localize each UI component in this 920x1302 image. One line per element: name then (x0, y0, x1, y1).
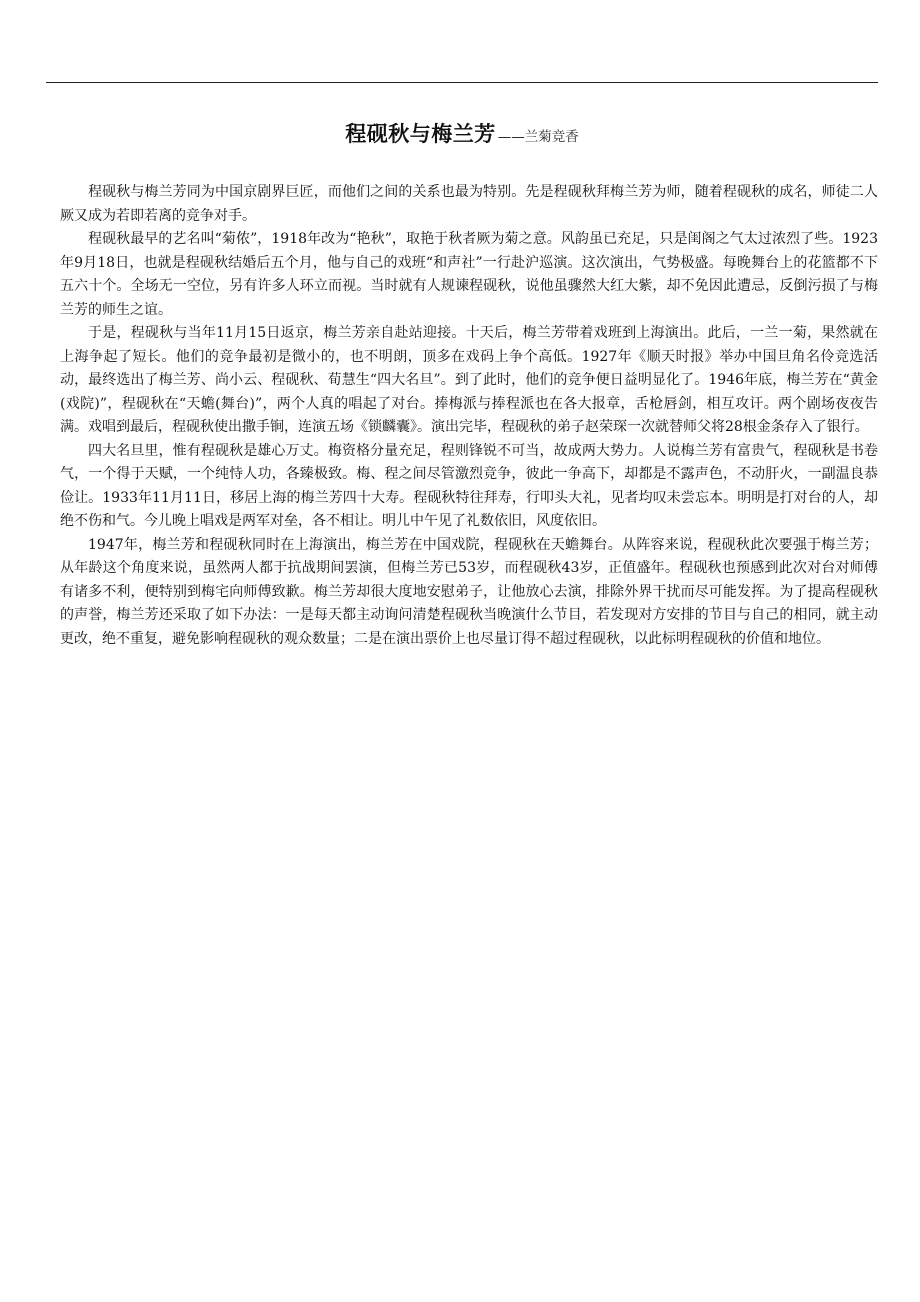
paragraph-3: 于是，程砚秋与当年11月15日返京，梅兰芳亲自赴站迎接。十天后，梅兰芳带着戏班到上海演出。此后，一兰一菊，果然就在上海争起了短长。他们的竞争最初是微小的，也不明朗，顶多在戏码上争个高低。1927年《顺天时报》举办中国旦角名伶竞选活动，最终选出了梅兰芳、尚小云、程砚秋、荀慧生“四大名旦”。到了此时，他们的竞争便日益明显化了。1946年底，梅兰芳在“黄金(戏院)”，程砚秋在“天蟾(舞台)”，两个人真的唱起了对台。捧梅派与捧程派也在各大报章，舌枪唇剑，相互攻讦。两个剧场夜夜告满。戏唱到最后，程砚秋使出撒手锏，连演五场《锁麟囊》。演出完毕，程砚秋的弟子赵荣琛一次就替师父将28根金条存入了银行。 (60, 325, 878, 435)
title-row (46, 116, 878, 155)
paragraph-4: 四大名旦里，惟有程砚秋是雄心万丈。梅资格分量充足，程则锋锐不可当，故成两大势力。人说梅兰芳有富贵气，程砚秋是书卷气，一个得于天赋，一个纯恃人功，各臻极致。梅、程之间尽管激烈竞争，彼此一争高下，却都是不露声色，不动肝火，一副温良恭俭让。1933年11月11日，移居上海的梅兰芳四十大寿。程砚秋特往拜寿，行叩头大礼，见者均叹未尝忘本。明明是打对台的人，却绝不伤和气。今儿晚上唱戏是两军对垒，各不相让。明儿中午见了礼数依旧，风度依旧。 (60, 442, 878, 529)
page-subtitle: ——兰菊竞香 (497, 129, 579, 145)
paragraph-2: 程砚秋最早的艺名叫“菊侬”，1918年改为“艳秋”，取艳于秋者厥为菊之意。风韵虽已充足，只是闺阁之气太过浓烈了些。1923年9月18日，也就是程砚秋结婚后五个月，他与自己的戏班“和声社”一行赴沪巡演。这次演出，气势极盛。每晚舞台上的花篮都不下五六十个。全场无一空位，另有许多人环立而视。当时就有人规谏程砚秋，说他虽骤然大红大紫，却不免因此遭忌，反倒污损了与梅兰芳的师生之谊。 (60, 231, 878, 318)
page-title: 程砚秋与梅兰芳 (345, 122, 496, 146)
paragraph-5: 1947年，梅兰芳和程砚秋同时在上海演出，梅兰芳在中国戏院，程砚秋在天蟾舞台。从阵容来说，程砚秋此次要强于梅兰芳；从年龄这个角度来说，虽然两人都于抗战期间罢演，但梅兰芳已53岁，而程砚秋43岁，正值盛年。程砚秋也预感到此次对台对师傅有诸多不利，便特别到梅宅向师傅致歉。梅兰芳却很大度地安慰弟子，让他放心去演，排除外界干扰而尽可能发挥。为了提高程砚秋的声誉，梅兰芳还采取了如下办法：一是每天都主动询问清楚程砚秋当晚演什么节目，若发现对方安排的节目与自己的相同，就主动更改，绝不重复，避免影响程砚秋的观众数量；二是在演出票价上也尽量订得不超过程砚秋，以此标明程砚秋的价值和地位。 (60, 536, 878, 647)
article-body (60, 181, 878, 651)
header-rule (46, 82, 878, 83)
paragraph-1: 程砚秋与梅兰芳同为中国京剧界巨匠，而他们之间的关系也最为特别。先是程砚秋拜梅兰芳为师，随着程砚秋的成名，师徒二人厥又成为若即若离的竞争对手。 (60, 184, 878, 224)
